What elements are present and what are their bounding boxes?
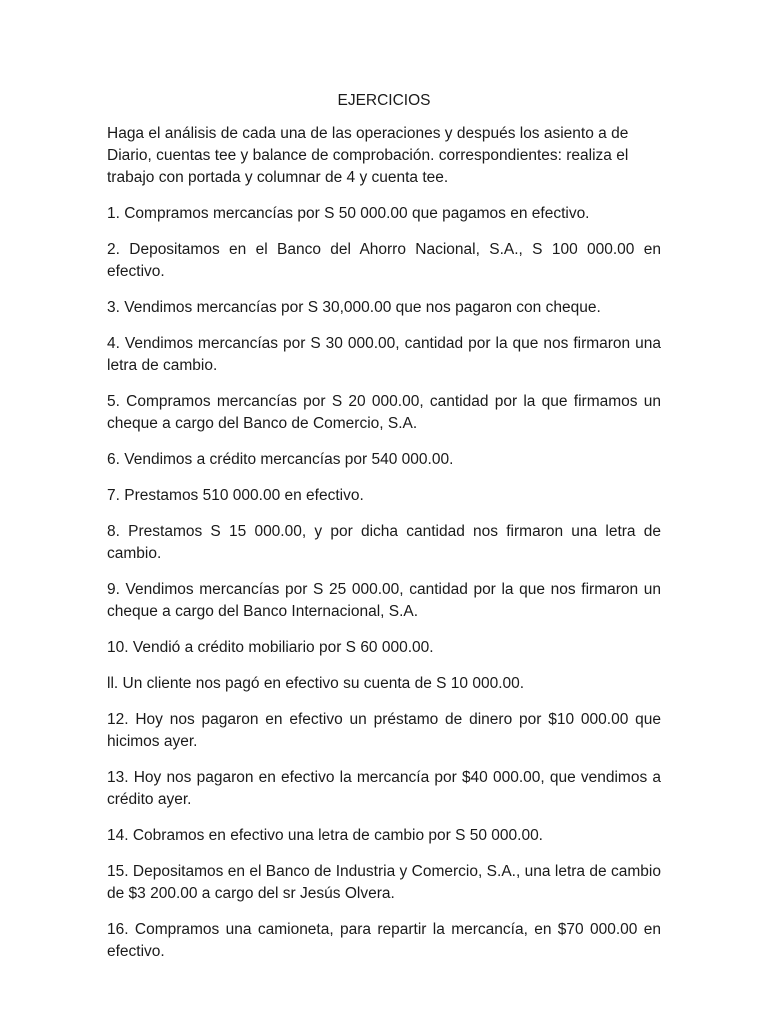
exercise-item-1: 1. Compramos mercancías por S 50 000.00 que pagamos en efectivo. [107, 205, 590, 222]
exercise-item-8: 8. Prestamos S 15 000.00, y por dicha cantidad nos firmaron una letra de cambio. [107, 523, 661, 562]
exercise-item-2: 2. Depositamos en el Banco del Ahorro Nacional, S.A., S 100 000.00 en efectivo. [107, 241, 661, 280]
document-body [107, 123, 661, 977]
exercise-item-12: 12. Hoy nos pagaron en efectivo un préstamo de dinero por $10 000.00 que hicimos ayer. [107, 711, 661, 750]
exercise-item-15: 15. Depositamos en el Banco de Industria y Comercio, S.A., una letra de cambio de $3 200.00 a cargo del sr Jesús Olvera. [107, 863, 661, 902]
exercise-item-14: 14. Cobramos en efectivo una letra de cambio por S 50 000.00. [107, 827, 543, 844]
page-title: EJERCICIOS [337, 92, 431, 109]
exercise-item-9: 9. Vendimos mercancías por S 25 000.00, cantidad por la que nos firmaron un cheque a cargo del Banco Internacional, S.A. [107, 581, 661, 620]
exercise-item-11: ll. Un cliente nos pagó en efectivo su cuenta de S 10 000.00. [107, 675, 525, 692]
exercise-item-13: 13. Hoy nos pagaron en efectivo la mercancía por $40 000.00, que vendimos a crédito ayer. [107, 769, 661, 808]
exercise-item-16: 16. Compramos una camioneta, para repartir la mercancía, en $70 000.00 en efectivo. [107, 921, 661, 960]
exercise-item-5: 5. Compramos mercancías por S 20 000.00, cantidad por la que firmamos un cheque a cargo del Banco de Comercio, S.A. [107, 393, 661, 432]
exercise-item-6: 6. Vendimos a crédito mercancías por 540 000.00. [107, 451, 454, 468]
exercise-item-7: 7. Prestamos 510 000.00 en efectivo. [107, 487, 364, 504]
exercise-item-10: 10. Vendió a crédito mobiliario por S 60 000.00. [107, 639, 434, 656]
intro-paragraph: Haga el análisis de cada una de las operaciones y después los asiento a de Diario, cuentas tee y balance de comprobación. correspondientes: realiza el trabajo con portada y columnar de 4 y cuenta tee. [107, 125, 629, 186]
exercise-item-3: 3. Vendimos mercancías por S 30,000.00 que nos pagaron con cheque. [107, 299, 601, 316]
exercise-item-4: 4. Vendimos mercancías por S 30 000.00, cantidad por la que nos firmaron una letra de cambio. [107, 335, 661, 374]
